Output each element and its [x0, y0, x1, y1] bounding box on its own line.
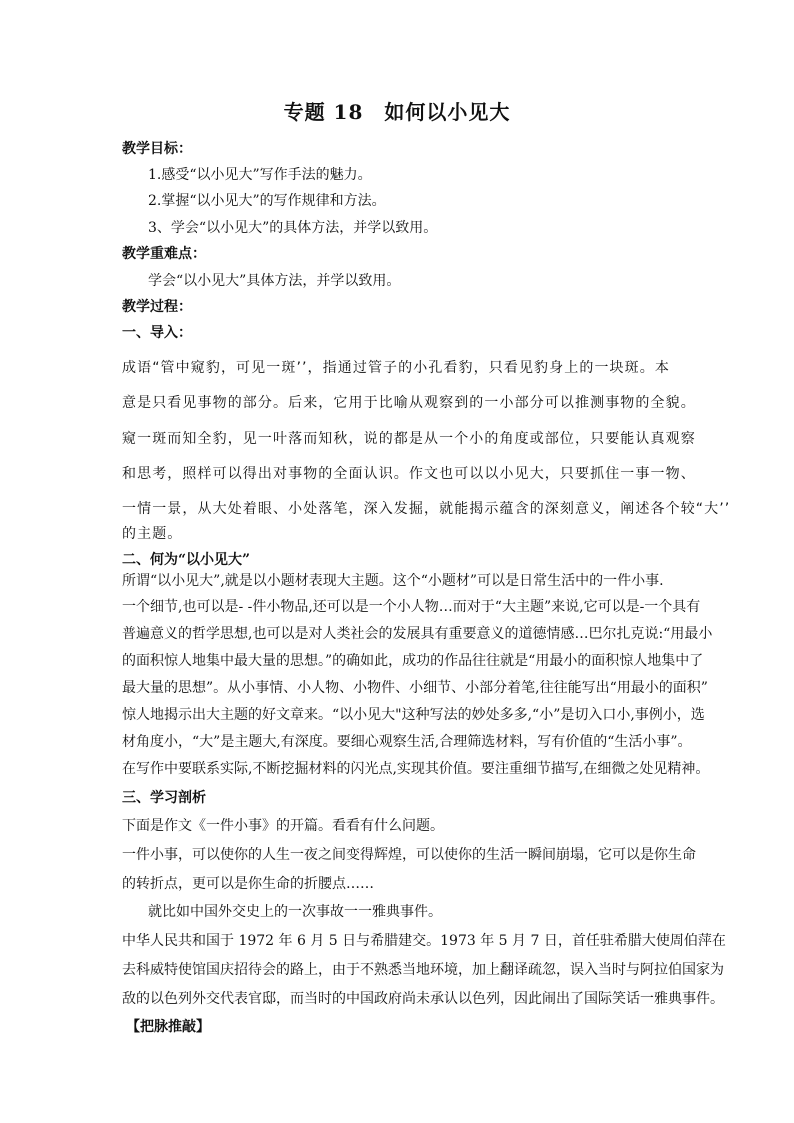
paragraph-line: 材角度小，“大”是主题大,有深度。要细心观察生活,合理筛选材料，写有价值的“生活小事”。 [122, 734, 692, 750]
objective-item: 1.感受“以小见大”写作手法的魅力。 [148, 167, 372, 183]
paragraph-line: 敌的以色列外交代表官邸，而当时的中国政府尚未承认以色列，因此闹出了国际笑话一雅典事件。 [122, 991, 724, 1007]
paragraph-line: 一个细节,也可以是- -件小物品,还可以是一个小人物…而对于“大主题”来说,它可以是-一个具有 [122, 599, 701, 615]
paragraph-line: 在写作中要联系实际,不断挖掘材料的闪光点,实现其价值。要注重细节描写,在细微之处见精神。 [122, 761, 710, 777]
objective-item: 2.掌握“以小见大”的写作规律和方法。 [148, 193, 386, 209]
paragraph-line: 的主题。 [122, 526, 183, 542]
part3-heading: 三、学习剖析 [122, 790, 206, 806]
paragraph-line: 一件小事，可以使你的人生一夜之间变得辉煌，可以使你的生活一瞬间崩塌，它可以是你生命 [122, 847, 696, 863]
paragraph-line: 惊人地揭示出大主题的好文章来。“以小见大"这种写法的妙处多多,“小”是切入口小,事例小，选 [122, 707, 705, 723]
part1-heading: 一、导入： [122, 325, 192, 341]
paragraph-line: 去科威特使馆国庆招待会的路上，由于不熟悉当地环境，加上翻译疏忽，误入当时与阿拉伯国家为 [122, 962, 724, 978]
paragraph-line: 成语“管中窥豹，可见一斑’’，指通过管子的小孔看豹，只看见豹身上的一块斑。本 [122, 360, 670, 376]
paragraph-line: 中华人民共和国于 1972 年 6 月 5 日与希腊建交。1973 年 5 月 7 日，首任驻希腊大使周伯萍在 [122, 933, 726, 949]
objectives-heading: 教学目标： [122, 141, 192, 157]
paragraph-line: 就比如中国外交史上的一次事故一一雅典事件。 [148, 904, 442, 920]
page-title: 专题 18 如何以小见大 [283, 100, 511, 124]
paragraph-line: 最大量的思想”。从小事情、小人物、小物件、小细节、小部分着笔,往往能写出“用最小的面积” [122, 680, 708, 696]
objective-item: 3、学会“以小见大”的具体方法，并学以致用。 [148, 220, 438, 236]
part3-sub-heading: 【把脉推敲】 [126, 1019, 210, 1035]
key-points-text: 学会“以小见大”具体方法，并学以致用。 [148, 273, 401, 289]
paragraph-line: 的面积惊人地集中最大量的思想。”的确如此，成功的作品往往就是“用最小的面积惊人地集中了 [122, 653, 704, 669]
paragraph-line: 普遍意义的哲学思想,也可以是对人类社会的发展具有重要意义的道德情感…巴尔扎克说:“用最小 [122, 626, 713, 642]
paragraph-line: 一情一景，从大处着眼、小处落笔，深入发掘，就能揭示蕴含的深刻意义，阐述各个较“大’’ [122, 501, 731, 517]
key-points-heading: 教学重难点： [122, 246, 206, 262]
part2-heading: 二、何为“以小见大” [122, 552, 251, 568]
paragraph-line: 窥一斑而知全豹，见一叶落而知秋，说的都是从一个小的角度或部位，只要能认真观察 [122, 431, 696, 447]
process-heading: 教学过程： [122, 299, 192, 315]
paragraph-line: 意是只看见事物的部分。后来，它用于比喻从观察到的一小部分可以推测事物的全貌。 [122, 395, 696, 411]
paragraph-line: 下面是作文《一件小事》的开篇。看看有什么问题。 [122, 818, 444, 834]
paragraph-line: 的转折点，更可以是你生命的折腰点…… [122, 876, 374, 892]
paragraph-line: 和思考，照样可以得出对事物的全面认识。作文也可以以小见大，只要抓住一事一物、 [122, 466, 696, 482]
paragraph-line: 所谓“以小见大”,就是以小题材表现大主题。这个“小题材”可以是日常生活中的一件小事. [122, 573, 664, 589]
